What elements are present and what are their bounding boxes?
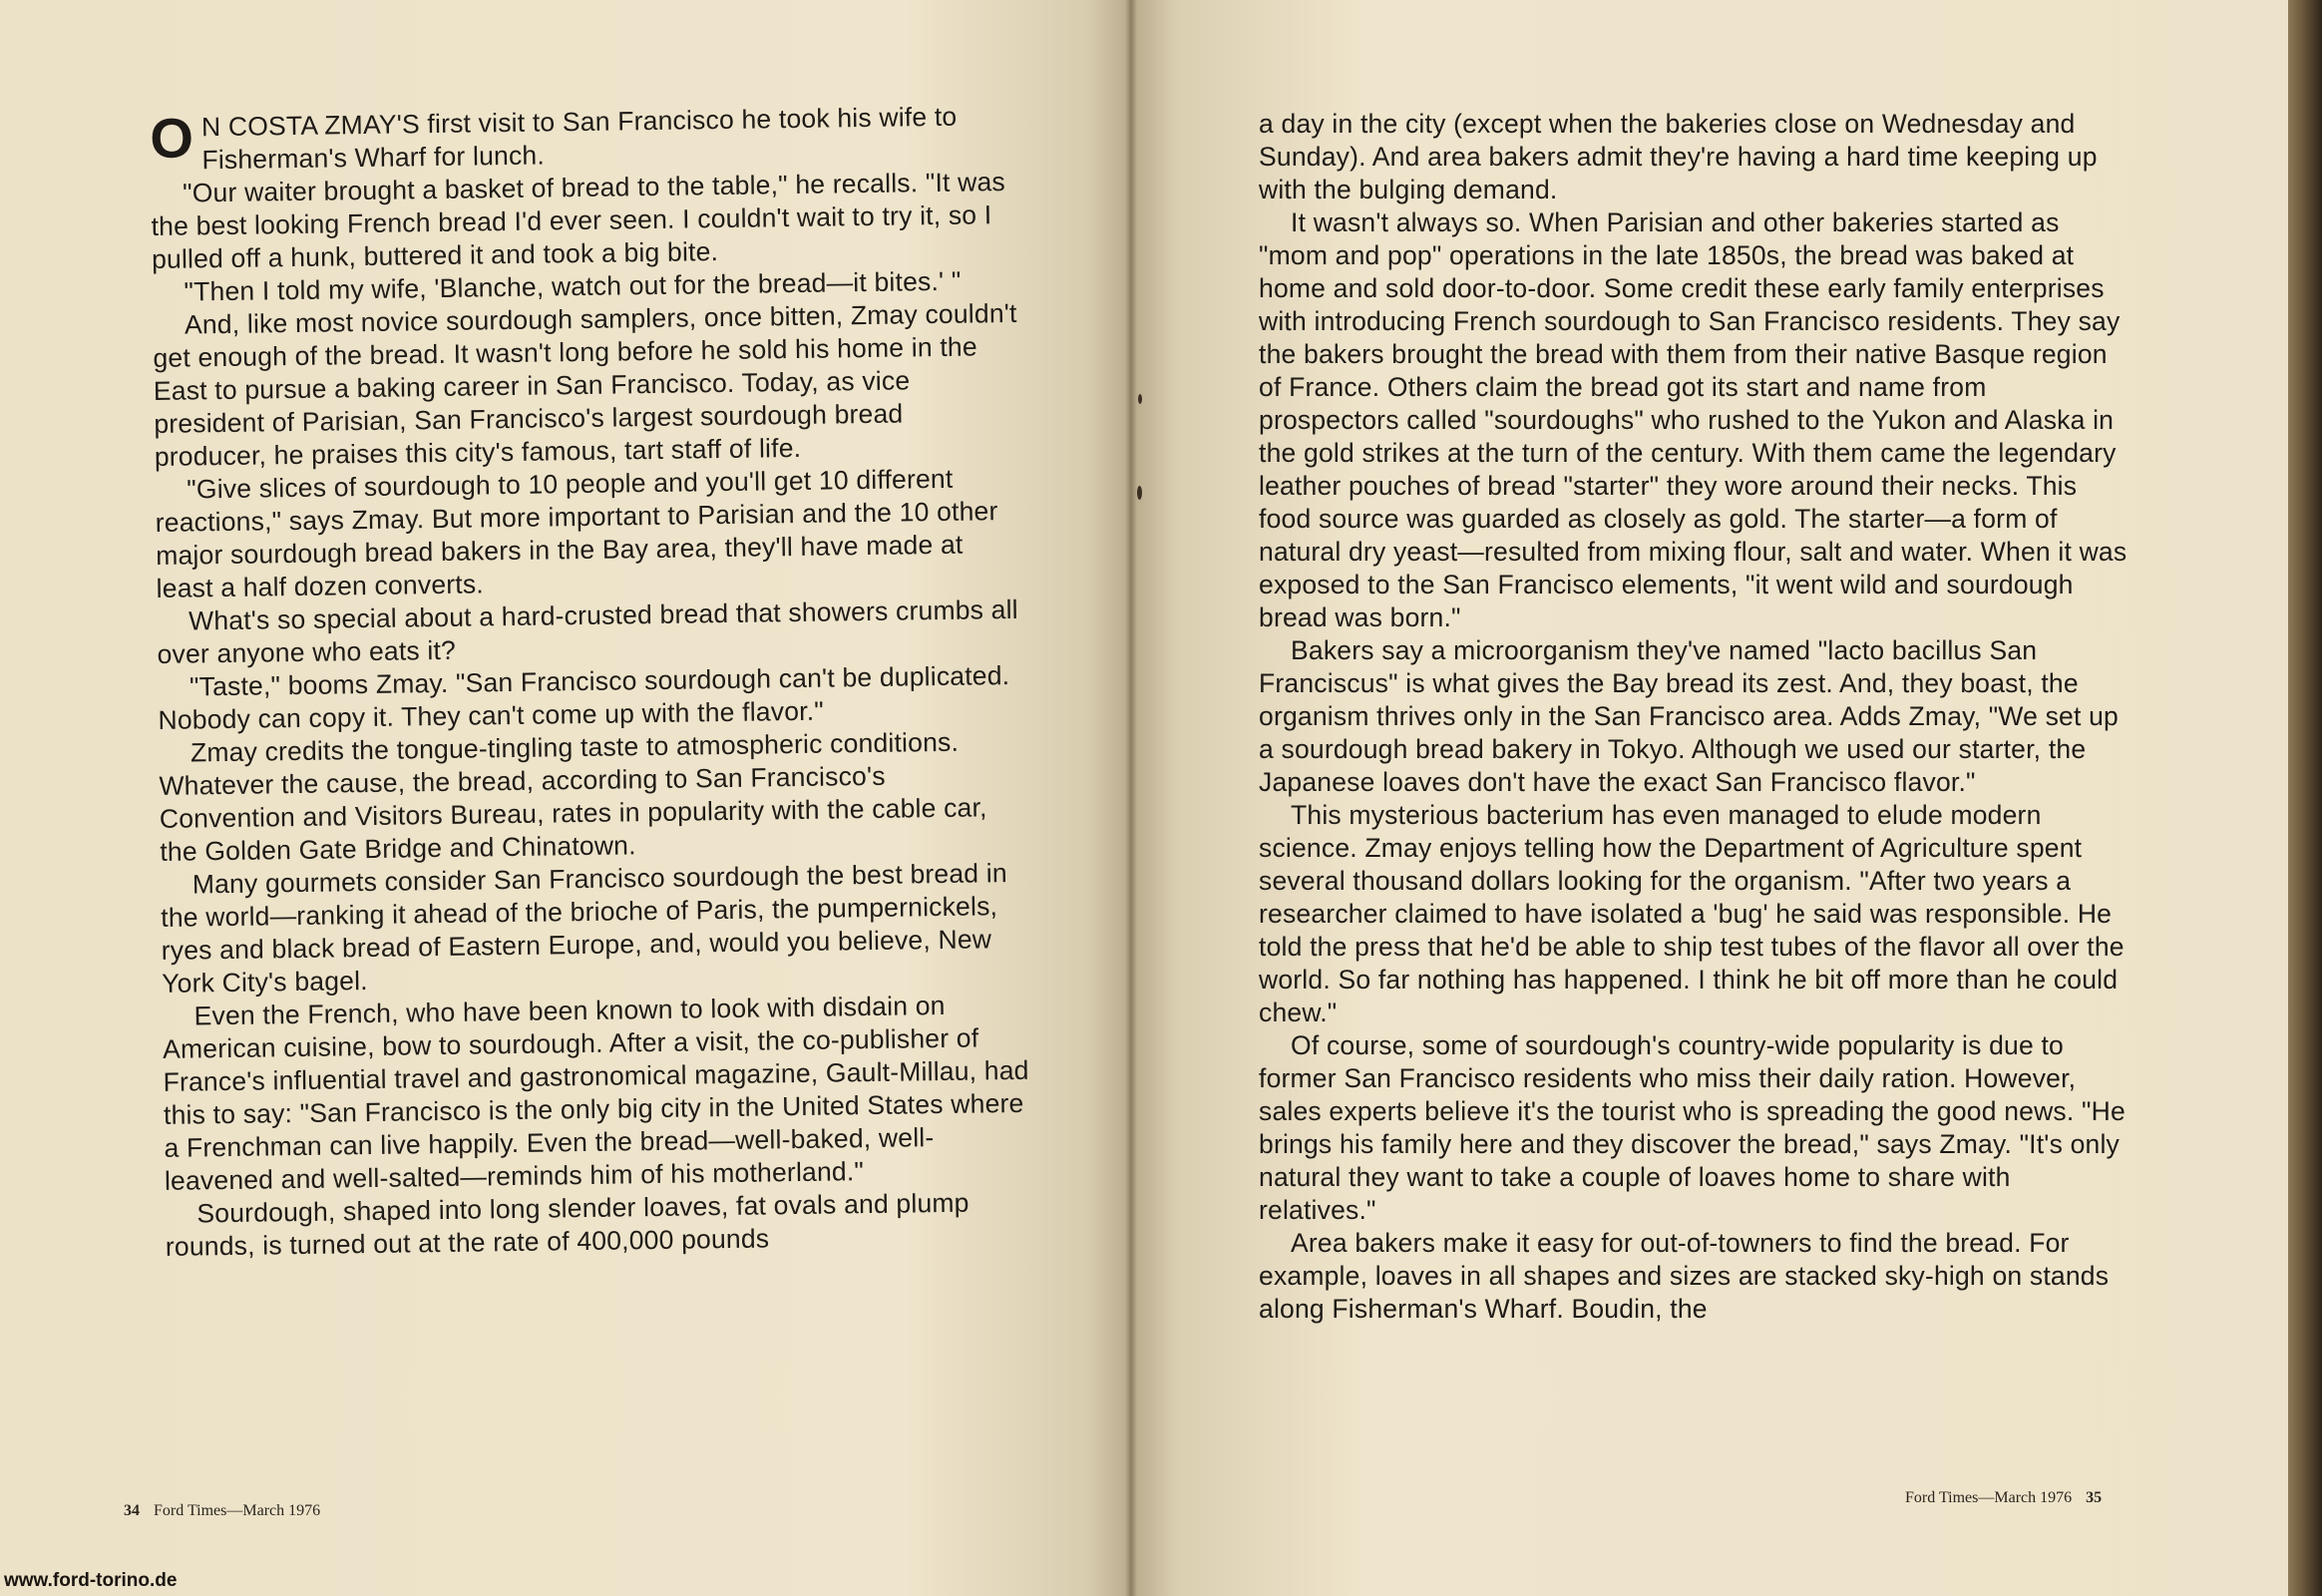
book-gutter — [1125, 0, 1137, 1596]
left-article-column — [150, 100, 1033, 1264]
page-number: 34 — [124, 1502, 140, 1519]
page-footer — [110, 1502, 320, 1520]
article-paragraph: What's so special about a hard-crusted bread that showers crumbs all over anyone who eats it? — [157, 594, 1018, 669]
drop-cap: O — [149, 106, 194, 170]
article-paragraph: This mysterious bacterium has even managed to elude modern science. Zmay enjoys telling how the Department of Agriculture spent several thousand dollars looking for the organism. "After two years a researcher claimed to have isolated a 'bug' he said was responsible. He told the press that he'd be able to ship test tubes of the flavor all over the world. So far nothing has happened. I think he bit off more than he could chew." — [1259, 800, 2125, 1027]
article-paragraph: Of course, some of sourdough's country-wide popularity is due to former San Francisco residents who miss their daily ration. However, sales experts believe it's the tourist who is spreading the good news. "He brings his family here and they discover the bread," says Zmay. "It's only natural they want to take a couple of loaves home to share with relatives." — [1259, 1030, 2126, 1225]
article-paragraph: Many gourmets consider San Francisco sourdough the best bread in the world—ranking it ahead of the brioche of Paris, the pumpernickels, ryes and black bread of Eastern Europe, and, would you believe, New York City's bagel. — [161, 858, 1008, 998]
article-paragraph: a day in the city (except when the bakeries close on Wednesday and Sunday). And area bakers admit they're having a hard time keeping up with the bulging demand. — [1259, 109, 2098, 204]
article-paragraph — [150, 100, 1018, 178]
watermark: www.ford-torino.de — [4, 1570, 178, 1591]
article-paragraph: And, like most novice sourdough samplers, once bitten, Zmay couldn't get enough of the bread. It wasn't long before he sold his home in the East to pursue a baking career in San Francisco. Today, as vice president of Parisian, San Francisco's largest sourdough bread producer, he praises this city's famous, tart staff of life. — [153, 297, 1017, 472]
binding-mark — [1138, 394, 1142, 404]
article-paragraph: "Give slices of sourdough to 10 people and you'll get 10 different reactions," says Zmay. But more important to Parisian and the 10 other major sourdough bread bakers in the Bay area, they'll have made at least a half dozen converts. — [155, 463, 998, 603]
article-paragraph: Bakers say a microorganism they've named "lacto bacillus San Franciscus" is what gives the Bay bread its zest. And, they boast, the organism thrives only in the San Francisco area. Adds Zmay, "We set up a sourdough bread bakery in Tokyo. Although we used our starter, the Japanese loaves don't have the exact San Francisco flavor." — [1259, 635, 2119, 797]
article-paragraph: Even the French, who have been known to look with disdain on American cuisine, bow to sourdough. After a visit, the co-publisher of France's influential travel and gastronomical magazine, Gault-Millau, had this to say: "San Francisco is the only big city in the United States where a Frenchman can live happily. Even the bread—well-baked, well-leavened and well-salted—reminds him of his motherland." — [162, 990, 1029, 1196]
binding-mark — [1137, 486, 1142, 500]
article-paragraph: "Then I told my wife, 'Blanche, watch out for the bread—it bites.' " — [184, 265, 962, 307]
article-paragraph: "Taste," booms Zmay. "San Francisco sourdough can't be duplicated. Nobody can copy it. They can't come up with the flavor." — [158, 660, 1010, 735]
article-paragraph: Area bakers make it easy for out-of-towners to find the bread. For example, loaves in all shapes and sizes are stacked sky-high on stands along Fisherman's Wharf. Boudin, the — [1259, 1228, 2110, 1324]
page-number: 35 — [2086, 1489, 2103, 1506]
article-paragraph: "Our waiter brought a basket of bread to the table," he recalls. "It was the best looking French bread I'd ever seen. I couldn't wait to try it, so I pulled off a hunk, buttered it and took a big bite. — [151, 167, 1006, 274]
page-footer — [1905, 1489, 2116, 1507]
publication-line: Ford Times—March 1976 — [1905, 1489, 2073, 1506]
article-paragraph: Sourdough, shaped into long slender loaves, fat ovals and plump rounds, is turned out at the rate of 400,000 pounds — [165, 1187, 969, 1262]
right-article-column — [1259, 108, 2128, 1326]
left-page — [0, 0, 1131, 1596]
right-page — [1131, 0, 2288, 1596]
article-paragraph: Zmay credits the tongue-tingling taste to atmospheric conditions. Whatever the cause, the bread, according to San Francisco's Convention and Visitors Bureau, rates in popularity with the cable car, the Golden Gate Bridge and Chinatown. — [159, 726, 987, 867]
article-paragraph: It wasn't always so. When Parisian and other bakeries started as "mom and pop" operations in the late 1850s, the bread was baked at home and sold door-to-door. Some credit these early family enterprises with introducing French sourdough to San Francisco residents. They say the bakers brought the bread with them from their native Basque region of France. Others claim the bread got its start and name from prospectors called "sourdoughs" who rushed to the Yukon and Alaska in the gold strikes at the turn of the century. With them came the legendary leather pouches of bread "starter" they wore around their necks. This food source was guarded as closely as gold. The starter—a form of natural dry yeast—resulted from mixing flour, salt and water. When it was exposed to the San Francisco elements, "it went wild and sourdough bread was born." — [1259, 207, 2128, 632]
publication-line: Ford Times—March 1976 — [154, 1502, 321, 1519]
page-edge — [2288, 0, 2322, 1596]
paragraph-text: N COSTA ZMAY'S first visit to San Francisco he took his wife to Fisherman's Wharf for lunch. — [200, 101, 958, 176]
